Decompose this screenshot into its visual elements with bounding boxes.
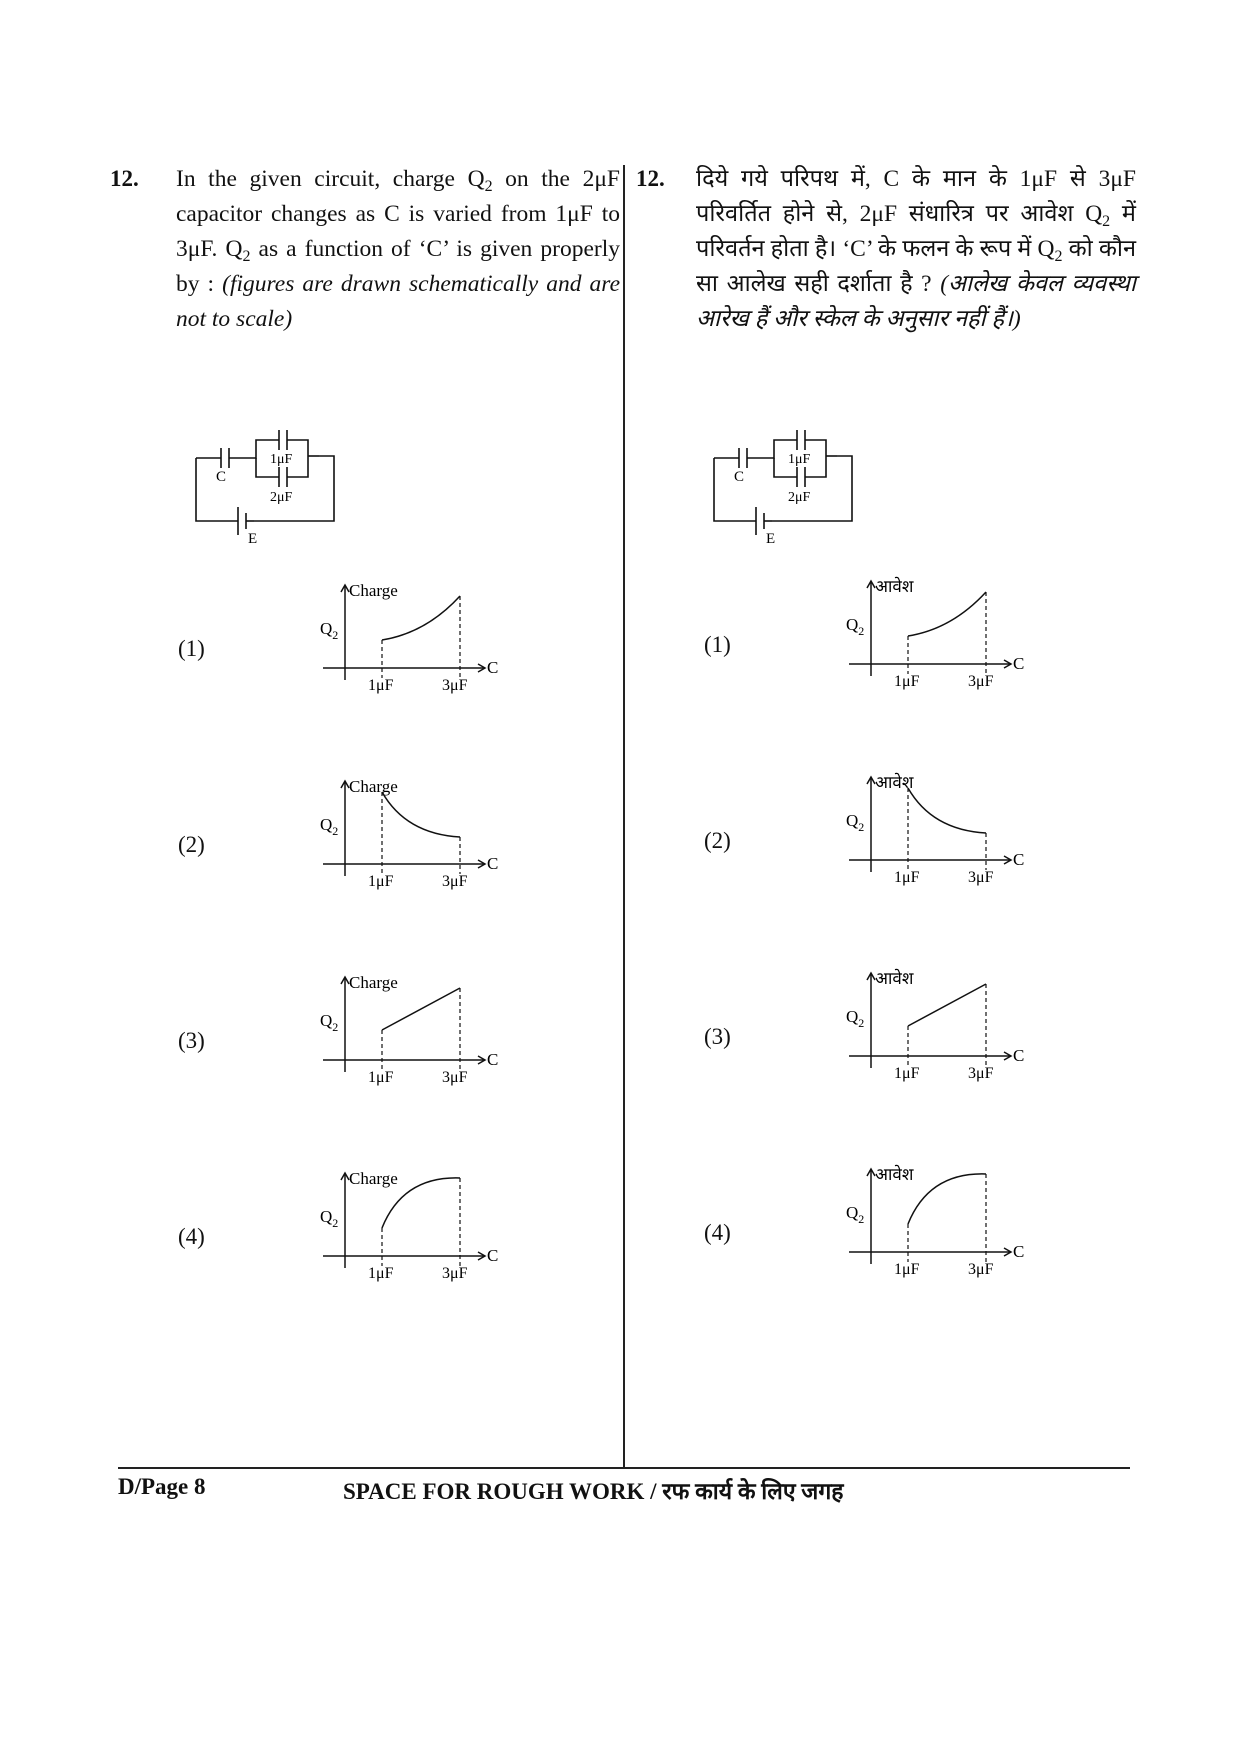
y-axis-label: आवेश bbox=[875, 969, 914, 988]
tick-label-3uf: 3μF bbox=[968, 1261, 994, 1278]
option-1[interactable] bbox=[110, 568, 530, 728]
tick-label-1uf: 1μF bbox=[368, 1069, 394, 1086]
x-axis-label: C bbox=[1013, 654, 1025, 673]
charge-curve bbox=[908, 788, 986, 833]
q2-label: $Q_2$ bbox=[846, 811, 865, 834]
q2-label: $Q_2$ bbox=[846, 1203, 865, 1226]
x-axis-label: C bbox=[1013, 1046, 1025, 1065]
column-divider bbox=[623, 165, 625, 1467]
y-axis-label: Charge bbox=[349, 581, 398, 600]
tick-label-3uf: 3μF bbox=[442, 1265, 468, 1282]
q2-label: $Q_2$ bbox=[320, 815, 339, 838]
y-axis-label: आवेश bbox=[875, 577, 914, 596]
x-axis-label: C bbox=[1013, 1242, 1025, 1261]
q2-label: $Q_2$ bbox=[320, 1011, 339, 1034]
option-label: (3) bbox=[704, 1024, 731, 1049]
circuit-label-c: C bbox=[216, 469, 227, 485]
tick-label-3uf: 3μF bbox=[968, 869, 994, 886]
graph-option-4 bbox=[230, 1156, 500, 1286]
option-1[interactable] bbox=[636, 564, 1056, 724]
option-2[interactable] bbox=[636, 760, 1056, 920]
question-text-english: In the given circuit, charge $Q_2$ on the 2μF capacitor changes as C is varied from 1μF to 3μF. $Q_2$ as a function of ‘C’ is given properly by : (figures are drawn schematically and are not to scale) bbox=[176, 166, 621, 332]
circuit-label-c: C bbox=[734, 469, 745, 485]
tick-label-1uf: 1μF bbox=[894, 673, 920, 690]
charge-curve bbox=[382, 988, 460, 1030]
tick-label-1uf: 1μF bbox=[368, 873, 394, 890]
charge-curve bbox=[382, 596, 460, 640]
option-label: (4) bbox=[178, 1224, 205, 1249]
x-axis-label: C bbox=[487, 854, 499, 873]
tick-label-1uf: 1μF bbox=[894, 1261, 920, 1278]
tick-label-3uf: 3μF bbox=[442, 873, 468, 890]
tick-label-1uf: 1μF bbox=[894, 869, 920, 886]
circuit-diagram bbox=[694, 415, 864, 547]
y-axis-label: Charge bbox=[349, 777, 398, 796]
question-text-hindi: दिये गये परिपथ में, C के मान के 1μF से 3μF परिवर्तित होने से, 2μF संधारित्र पर आवेश $Q_2$ में परिवर्तन होता है। ‘C’ के फलन के रूप में $Q_2$ को कौन सा आलेख सही दर्शाता है ? (आलेख केवल व्यवस्था आरेख हैं और स्केल के अनुसार नहीं हैं।) bbox=[696, 166, 1137, 332]
circuit-diagram bbox=[176, 415, 346, 547]
question-number: 12. bbox=[110, 166, 139, 191]
tick-label-3uf: 3μF bbox=[442, 1069, 468, 1086]
graph-option-1 bbox=[230, 568, 500, 698]
note-italic: (आलेख केवल व्यवस्था आरेख हैं और स्केल के अनुसार नहीं हैं।) bbox=[696, 271, 1136, 332]
graph-option-3 bbox=[230, 960, 500, 1090]
option-4[interactable] bbox=[636, 1152, 1056, 1312]
x-axis-label: C bbox=[487, 1050, 499, 1069]
circuit-label-1uf: 1μF bbox=[788, 452, 811, 467]
tick-label-3uf: 3μF bbox=[968, 1065, 994, 1082]
circuit-label-e: E bbox=[766, 531, 776, 547]
footer-rule bbox=[118, 1467, 1130, 1469]
option-label: (2) bbox=[704, 828, 731, 853]
circuit-label-1uf: 1μF bbox=[270, 452, 293, 467]
q2-label: $Q_2$ bbox=[320, 1207, 339, 1230]
tick-label-1uf: 1μF bbox=[368, 677, 394, 694]
y-axis-label: Charge bbox=[349, 1169, 398, 1188]
option-3[interactable] bbox=[110, 960, 530, 1120]
q2-label: $Q_2$ bbox=[846, 1007, 865, 1030]
tick-label-3uf: 3μF bbox=[968, 673, 994, 690]
option-label: (3) bbox=[178, 1028, 205, 1053]
q2-label: $Q_2$ bbox=[846, 615, 865, 638]
option-label: (2) bbox=[178, 832, 205, 857]
option-3[interactable] bbox=[636, 956, 1056, 1116]
charge-curve bbox=[382, 792, 460, 837]
option-label: (1) bbox=[178, 636, 205, 661]
x-axis-label: C bbox=[487, 1246, 499, 1265]
y-axis-label: आवेश bbox=[875, 1165, 914, 1184]
circuit-label-2uf: 2μF bbox=[788, 490, 811, 505]
graph-option-4 bbox=[756, 1152, 1026, 1282]
y-axis-label: आवेश bbox=[875, 773, 914, 792]
option-label: (4) bbox=[704, 1220, 731, 1245]
option-2[interactable] bbox=[110, 764, 530, 924]
circuit-label-e: E bbox=[248, 531, 258, 547]
graph-option-3 bbox=[756, 956, 1026, 1086]
graph-option-1 bbox=[756, 564, 1026, 694]
y-axis-label: Charge bbox=[349, 973, 398, 992]
graph-option-2 bbox=[230, 764, 500, 894]
charge-curve bbox=[908, 1174, 986, 1224]
charge-curve bbox=[908, 592, 986, 636]
q2-label: $Q_2$ bbox=[320, 619, 339, 642]
tick-label-1uf: 1μF bbox=[368, 1265, 394, 1282]
tick-label-1uf: 1μF bbox=[894, 1065, 920, 1082]
circuit-label-2uf: 2μF bbox=[270, 490, 293, 505]
rough-work-label: SPACE FOR ROUGH WORK / रफ कार्य के लिए जगह bbox=[343, 1479, 844, 1504]
page-number: D/Page 8 bbox=[118, 1474, 206, 1499]
x-axis-label: C bbox=[1013, 850, 1025, 869]
option-4[interactable] bbox=[110, 1156, 530, 1316]
graph-option-2 bbox=[756, 760, 1026, 890]
option-label: (1) bbox=[704, 632, 731, 657]
charge-curve bbox=[908, 984, 986, 1026]
question-number: 12. bbox=[636, 166, 665, 191]
note-italic: (figures are drawn schematically and are not to scale) bbox=[176, 271, 621, 332]
x-axis-label: C bbox=[487, 658, 499, 677]
tick-label-3uf: 3μF bbox=[442, 677, 468, 694]
